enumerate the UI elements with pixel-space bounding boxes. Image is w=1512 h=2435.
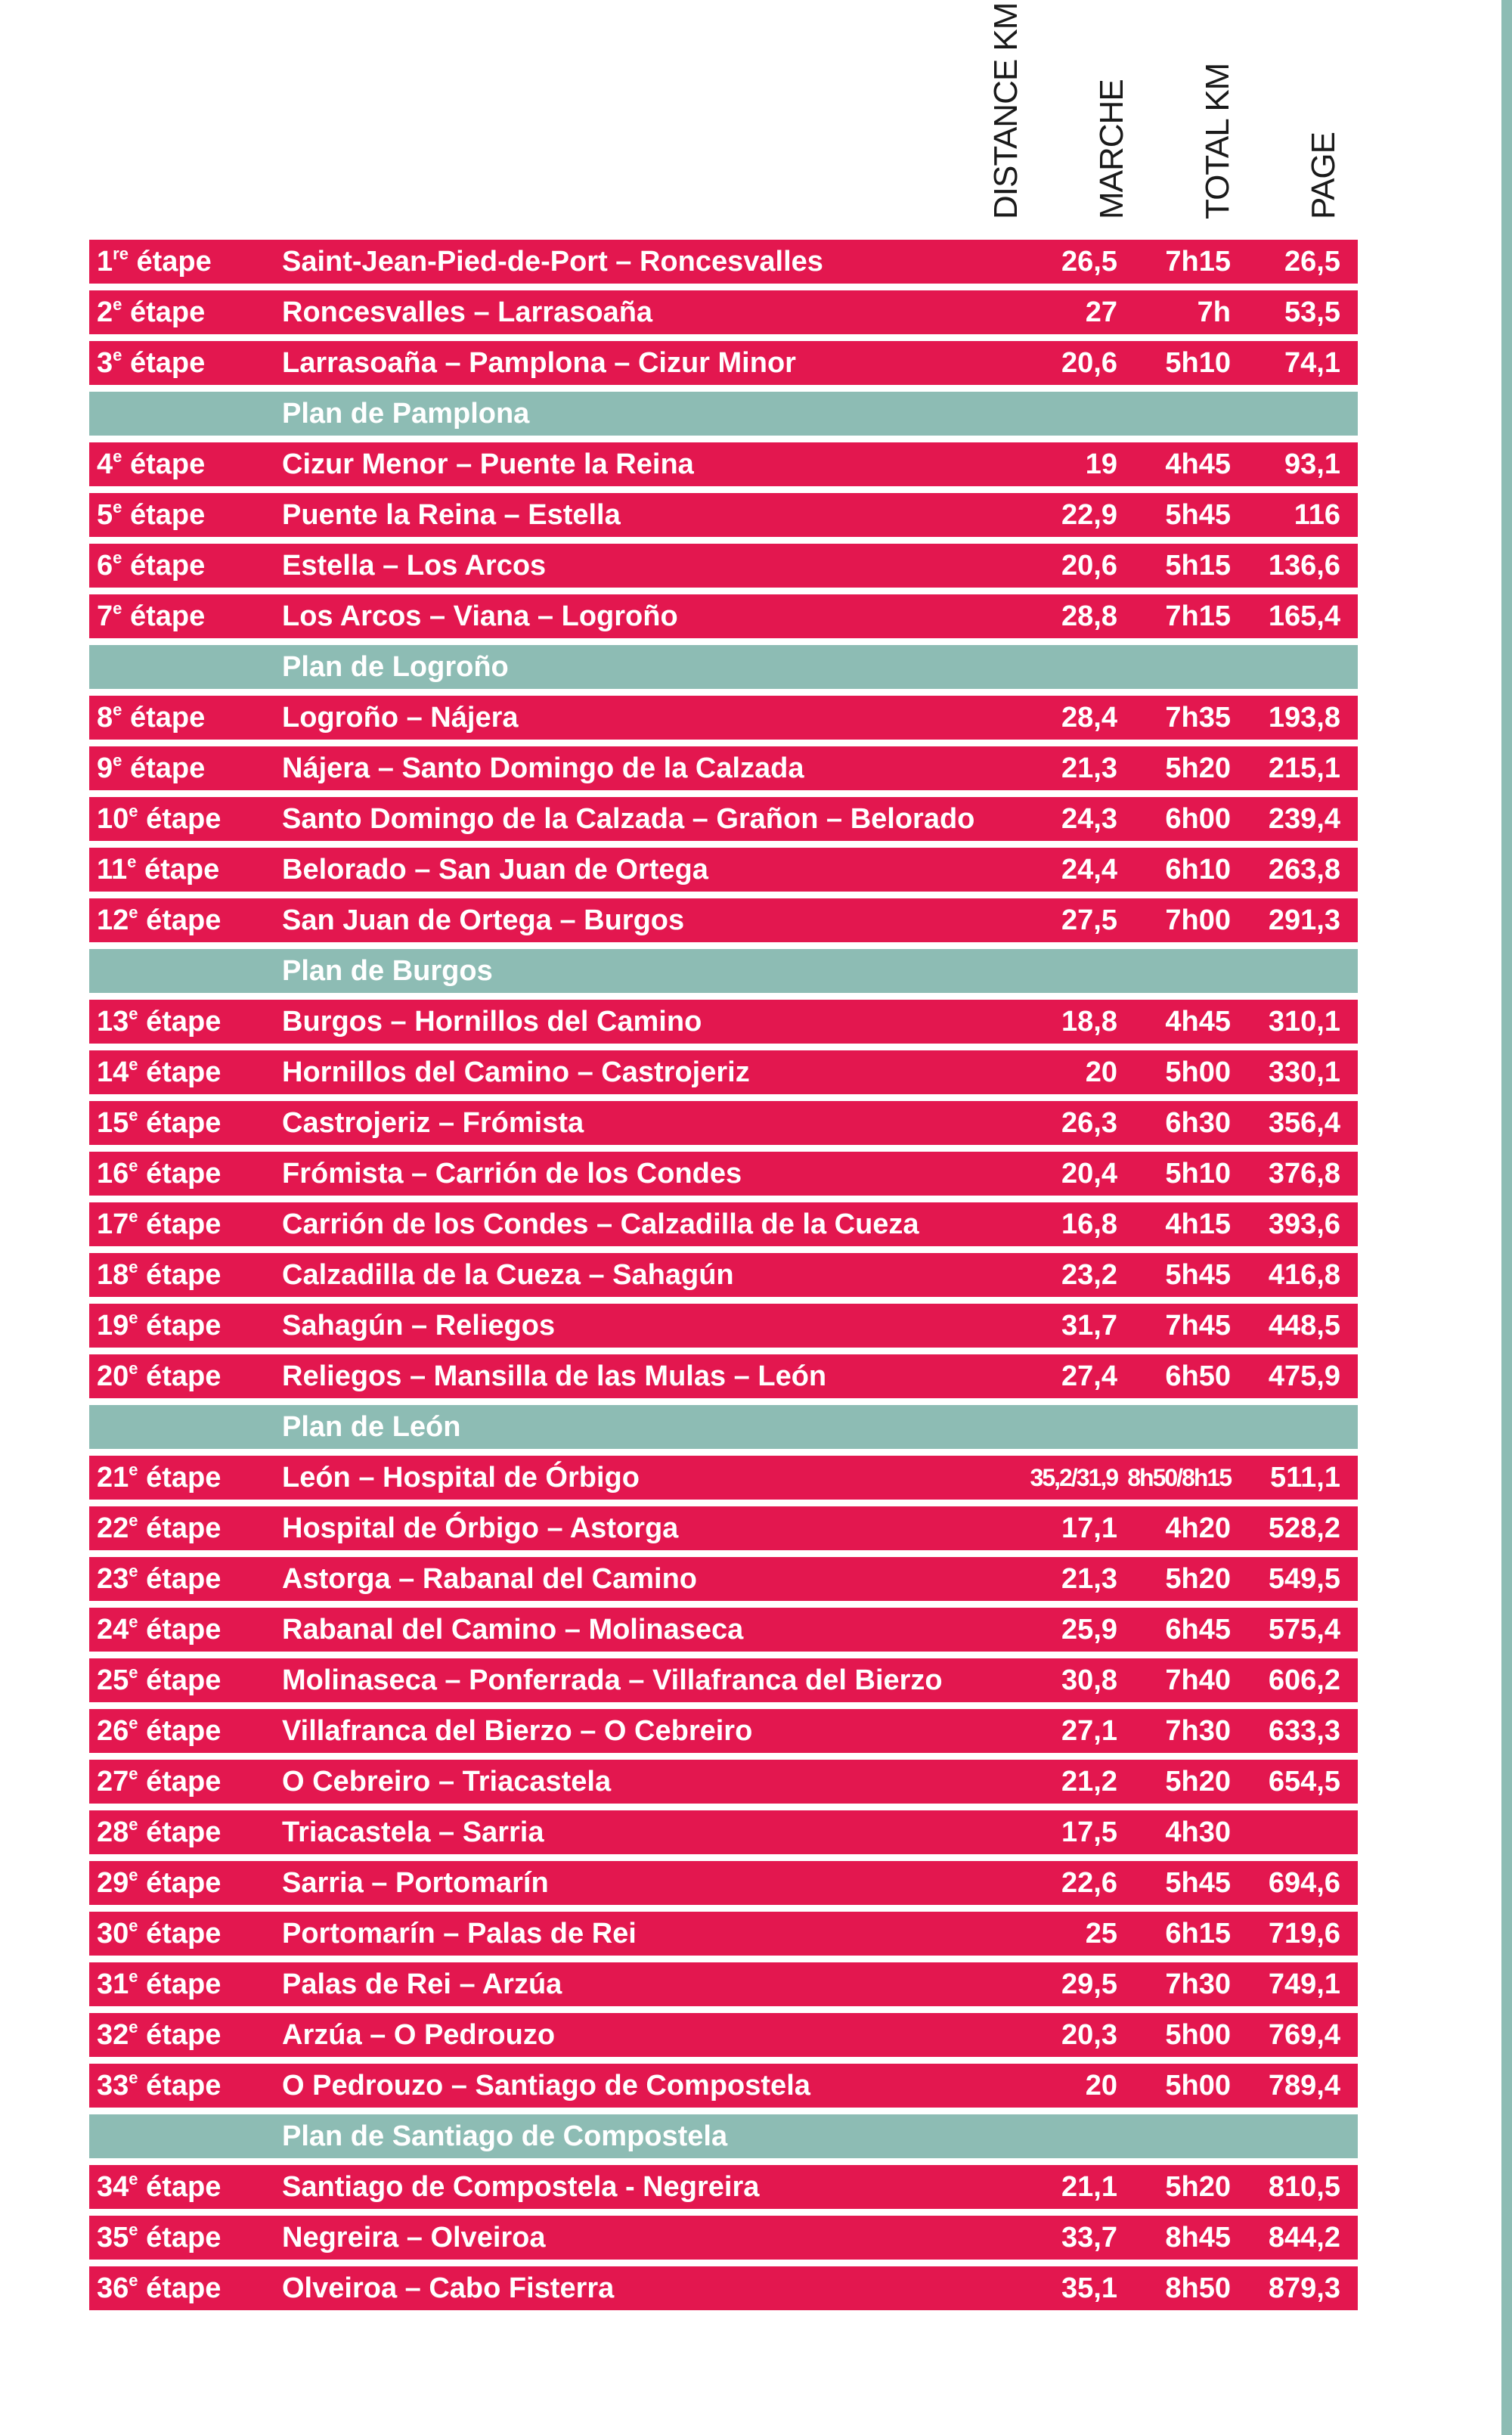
- stage-row: [89, 1557, 1426, 1601]
- plan-label: Plan de Pamplona: [282, 398, 530, 430]
- page-number: 90: [1393, 1208, 1426, 1240]
- total-km: 719,6: [1268, 1918, 1340, 1950]
- distance-km: 21,2: [1061, 1766, 1117, 1798]
- stage-number: 32e étape: [97, 2018, 222, 2051]
- route-name: O Cebreiro – Triacastela: [282, 1766, 612, 1798]
- distance-km: 23,2: [1061, 1259, 1117, 1291]
- route-name: Los Arcos – Viana – Logroño: [282, 600, 678, 632]
- walking-time: 6h50: [1165, 1360, 1231, 1392]
- distance-km: 20,4: [1061, 1158, 1117, 1190]
- plan-row: [89, 1405, 1426, 1449]
- route-name: Santiago de Compostela - Negreira: [282, 2171, 760, 2203]
- route-name: Logroño – Nájera: [282, 702, 519, 734]
- page-number: 59: [1393, 803, 1426, 835]
- page-number: 72: [1393, 955, 1426, 987]
- route-name: Larrasoaña – Pamplona – Cizur Minor: [282, 347, 796, 379]
- route-name: Sarria – Portomarín: [282, 1867, 549, 1899]
- distance-km: 28,4: [1061, 702, 1117, 734]
- stage-row: [89, 848, 1426, 892]
- total-km: 26,5: [1284, 246, 1340, 278]
- total-km: 74,1: [1284, 347, 1340, 379]
- stage-row: [89, 1709, 1426, 1753]
- page-number: 161: [1377, 1968, 1426, 2000]
- distance-km: 21,3: [1061, 752, 1117, 784]
- stage-row: [89, 1000, 1426, 1044]
- walking-time: 5h20: [1165, 1563, 1231, 1595]
- walking-time: 4h15: [1165, 1208, 1231, 1240]
- total-km: 844,2: [1268, 2222, 1340, 2254]
- page-number: 110: [1379, 1462, 1426, 1494]
- stage-number: 23e étape: [97, 1562, 222, 1595]
- plan-label: Plan de Santiago de Compostela: [282, 2120, 728, 2152]
- page-number: 145: [1377, 1816, 1426, 1848]
- route-name: Rabanal del Camino – Molinaseca: [282, 1614, 744, 1646]
- total-km: 239,4: [1268, 803, 1340, 835]
- page-number: 141: [1377, 1766, 1426, 1798]
- total-km: 511,1: [1270, 1462, 1340, 1494]
- route-name: Belorado – San Juan de Ortega: [282, 854, 708, 886]
- distance-km: 24,4: [1061, 854, 1117, 886]
- stage-row: [89, 746, 1426, 790]
- page-number: 183: [1377, 2222, 1426, 2254]
- distance-km: 17,5: [1061, 1816, 1117, 1848]
- stage-row: [89, 1760, 1426, 1804]
- page-number: 168: [1377, 2019, 1426, 2051]
- route-name: San Juan de Ortega – Burgos: [282, 904, 685, 936]
- page-number: 10: [1393, 246, 1426, 278]
- stages-table: [89, 240, 1426, 2317]
- stage-number: 12e étape: [97, 903, 222, 936]
- walking-time: 4h45: [1165, 1006, 1231, 1038]
- distance-km: 24,3: [1061, 803, 1117, 835]
- route-name: Triacastela – Sarria: [282, 1816, 544, 1848]
- stage-row: [89, 544, 1426, 588]
- plan-row: [89, 2114, 1426, 2158]
- walking-time: 7h15: [1165, 246, 1231, 278]
- stage-row: [89, 341, 1426, 385]
- stage-number: 20e étape: [97, 1359, 222, 1392]
- page-number: 63: [1393, 854, 1426, 886]
- stage-number: 19e étape: [97, 1308, 222, 1342]
- stage-number: 8e étape: [97, 700, 206, 734]
- total-km: 575,4: [1268, 1614, 1340, 1646]
- stage-row: [89, 1253, 1426, 1297]
- route-name: Sahagún – Reliegos: [282, 1310, 556, 1342]
- total-km: 789,4: [1268, 2070, 1340, 2102]
- stage-number: 29e étape: [97, 1866, 222, 1899]
- stage-number: 15e étape: [97, 1106, 222, 1139]
- stage-row: [89, 2064, 1426, 2108]
- walking-time: 5h20: [1165, 1766, 1231, 1798]
- page-number: 26: [1393, 398, 1426, 430]
- page-number: 41: [1393, 600, 1426, 632]
- walking-time: 6h00: [1165, 803, 1231, 835]
- page-number: 104: [1377, 1360, 1426, 1392]
- route-name: Molinaseca – Ponferrada – Villafranca del Bierzo: [282, 1664, 943, 1696]
- walking-time: 4h30: [1165, 1816, 1231, 1848]
- stage-row: [89, 240, 1426, 284]
- walking-time: 5h45: [1165, 1867, 1231, 1899]
- route-name: Castrojeriz – Frómista: [282, 1107, 584, 1139]
- page-number: 27: [1393, 448, 1426, 480]
- plan-row: [89, 949, 1426, 993]
- page-number: 116: [1379, 1512, 1426, 1544]
- walking-time: 5h10: [1165, 347, 1231, 379]
- stage-number: 11e étape: [97, 852, 220, 886]
- walking-time: 8h50/8h15: [1127, 1464, 1231, 1491]
- header-distance: DISTANCE KM: [987, 2, 1024, 219]
- page-number: 179: [1377, 2171, 1426, 2203]
- stage-number: 10e étape: [97, 802, 222, 835]
- walking-time: 5h20: [1165, 2171, 1231, 2203]
- column-headers: [0, 0, 1512, 227]
- distance-km: 20,6: [1061, 347, 1117, 379]
- distance-km: 35,1: [1061, 2272, 1117, 2304]
- total-km: 376,8: [1268, 1158, 1340, 1190]
- distance-km: 27: [1085, 296, 1117, 328]
- total-km: 291,3: [1268, 904, 1340, 936]
- total-km: 475,9: [1268, 1360, 1340, 1392]
- total-km: 263,8: [1268, 854, 1340, 886]
- distance-km: 33,7: [1061, 2222, 1117, 2254]
- stage-number: 17e étape: [97, 1207, 222, 1240]
- stage-row: [89, 2165, 1426, 2209]
- page-number: 150: [1377, 1867, 1426, 1899]
- route-name: Roncesvalles – Larrasoaña: [282, 296, 653, 328]
- distance-km: 20: [1085, 1056, 1117, 1088]
- page-number: 36: [1393, 550, 1426, 582]
- walking-time: 5h00: [1165, 1056, 1231, 1088]
- distance-km: 21,3: [1061, 1563, 1117, 1595]
- stage-row: [89, 797, 1426, 841]
- stage-number: 31e étape: [97, 1967, 222, 2000]
- stage-number: 7e étape: [97, 599, 206, 632]
- walking-time: 7h30: [1165, 1968, 1231, 2000]
- stage-number: 13e étape: [97, 1004, 222, 1038]
- walking-time: 7h15: [1165, 600, 1231, 632]
- distance-km: 28,8: [1061, 600, 1117, 632]
- page-number: 121: [1377, 1563, 1426, 1595]
- plan-row: [89, 645, 1426, 689]
- route-name: Santo Domingo de la Calzada – Grañon – Belorado: [282, 803, 975, 835]
- total-km: 116: [1294, 499, 1340, 531]
- stage-number: 28e étape: [97, 1815, 222, 1848]
- total-km: 654,5: [1268, 1766, 1340, 1798]
- route-name: Arzúa – O Pedrouzo: [282, 2019, 556, 2051]
- stage-row: [89, 2216, 1426, 2260]
- route-name: Hornillos del Camino – Castrojeriz: [282, 1056, 750, 1088]
- walking-time: 5h00: [1165, 2070, 1231, 2102]
- page-number: 31: [1393, 499, 1426, 531]
- stage-number: 35e étape: [97, 2220, 222, 2254]
- page-number: 78: [1393, 1056, 1426, 1088]
- stage-row: [89, 1861, 1426, 1905]
- stage-row: [89, 1456, 1426, 1500]
- total-km: 879,3: [1268, 2272, 1340, 2304]
- distance-km: 25,9: [1061, 1614, 1117, 1646]
- distance-km: 30,8: [1061, 1664, 1117, 1696]
- distance-km: 27,1: [1061, 1715, 1117, 1747]
- stage-number: 14e étape: [97, 1055, 222, 1088]
- stage-number: 18e étape: [97, 1258, 222, 1291]
- distance-km: 22,9: [1061, 499, 1117, 531]
- walking-time: 7h35: [1165, 702, 1231, 734]
- stage-number: 21e étape: [97, 1460, 222, 1494]
- walking-time: 5h45: [1165, 1259, 1231, 1291]
- stage-number: 1re étape: [97, 244, 212, 278]
- walking-time: 8h50: [1165, 2272, 1231, 2304]
- page-number: 54: [1393, 752, 1426, 784]
- stage-row: [89, 1506, 1426, 1550]
- stage-row: [89, 2266, 1426, 2310]
- route-name: O Pedrouzo – Santiago de Compostela: [282, 2070, 810, 2102]
- total-km: 810,5: [1268, 2171, 1340, 2203]
- walking-time: 5h10: [1165, 1158, 1231, 1190]
- walking-time: 6h15: [1165, 1918, 1231, 1950]
- page-number: 21: [1393, 347, 1426, 379]
- total-km: 549,5: [1268, 1563, 1340, 1595]
- stage-row: [89, 696, 1426, 740]
- route-name: Villafranca del Bierzo – O Cebreiro: [282, 1715, 753, 1747]
- route-name: León – Hospital de Órbigo: [282, 1462, 640, 1494]
- route-name: Astorga – Rabanal del Camino: [282, 1563, 698, 1595]
- page-number: 49: [1393, 702, 1426, 734]
- walking-time: 7h: [1197, 296, 1231, 328]
- total-km: 448,5: [1268, 1310, 1340, 1342]
- total-km: 330,1: [1268, 1056, 1340, 1088]
- walking-time: 4h20: [1165, 1512, 1231, 1544]
- walking-time: 8h45: [1165, 2222, 1231, 2254]
- page-number: 47: [1393, 651, 1426, 683]
- page-number: 15: [1393, 296, 1426, 328]
- walking-time: 6h10: [1165, 854, 1231, 886]
- distance-km: 16,8: [1061, 1208, 1117, 1240]
- total-km: 93,1: [1284, 448, 1340, 480]
- route-name: Calzadilla de la Cueza – Sahagún: [282, 1259, 734, 1291]
- distance-km: 20,3: [1061, 2019, 1117, 2051]
- walking-time: 4h45: [1165, 448, 1231, 480]
- page-number: 176: [1377, 2120, 1426, 2152]
- stage-number: 9e étape: [97, 751, 206, 784]
- plan-label: Plan de Burgos: [282, 955, 493, 987]
- header-total: TOTAL KM: [1199, 63, 1236, 219]
- total-km: 749,1: [1268, 1968, 1340, 2000]
- distance-km: 19: [1085, 448, 1117, 480]
- walking-time: 7h00: [1165, 904, 1231, 936]
- stage-row: [89, 1608, 1426, 1652]
- page-number: 130: [1377, 1664, 1426, 1696]
- stage-row: [89, 1101, 1426, 1145]
- stage-number: 25e étape: [97, 1663, 222, 1696]
- distance-km: 25: [1085, 1918, 1117, 1950]
- stage-row: [89, 493, 1426, 537]
- total-km: 165,4: [1268, 600, 1340, 632]
- stage-number: 16e étape: [97, 1156, 222, 1190]
- route-name: Hospital de Órbigo – Astorga: [282, 1512, 679, 1544]
- stage-row: [89, 1810, 1426, 1854]
- total-km: 356,4: [1268, 1107, 1340, 1139]
- stage-number: 36e étape: [97, 2271, 222, 2304]
- walking-time: 5h00: [1165, 2019, 1231, 2051]
- stage-number: 30e étape: [97, 1916, 222, 1950]
- distance-km: 29,5: [1061, 1968, 1117, 2000]
- stage-number: 34e étape: [97, 2170, 222, 2203]
- total-km: 694,6: [1268, 1867, 1340, 1899]
- total-km: 215,1: [1268, 752, 1340, 784]
- stage-number: 6e étape: [97, 548, 206, 582]
- distance-km: 21,1: [1061, 2171, 1117, 2203]
- edge-color-strip: [1501, 0, 1512, 2435]
- total-km: 136,6: [1268, 550, 1340, 582]
- page-number: 93: [1393, 1259, 1426, 1291]
- total-km: 606,2: [1268, 1664, 1340, 1696]
- stage-number: 24e étape: [97, 1612, 222, 1646]
- total-km: 193,8: [1268, 702, 1340, 734]
- stage-row: [89, 1912, 1426, 1956]
- plan-label: Plan de Logroño: [282, 651, 509, 683]
- stage-number: 27e étape: [97, 1764, 222, 1798]
- route-name: Estella – Los Arcos: [282, 550, 547, 582]
- distance-km: 31,7: [1061, 1310, 1117, 1342]
- stage-number: 22e étape: [97, 1511, 222, 1544]
- walking-time: 5h45: [1165, 499, 1231, 531]
- stage-number: 2e étape: [97, 295, 206, 328]
- stage-row: [89, 898, 1426, 942]
- page-number: 74: [1393, 1006, 1426, 1038]
- route-name: Frómista – Carrión de los Condes: [282, 1158, 742, 1190]
- stage-number: 33e étape: [97, 2068, 222, 2102]
- stage-row: [89, 2013, 1426, 2057]
- walking-time: 5h20: [1165, 752, 1231, 784]
- total-km: 769,4: [1268, 2019, 1340, 2051]
- distance-km: 27,4: [1061, 1360, 1117, 1392]
- distance-km: 27,5: [1061, 904, 1117, 936]
- distance-km: 35,2/31,9: [1030, 1464, 1117, 1491]
- route-name: Reliegos – Mansilla de las Mulas – León: [282, 1360, 827, 1392]
- page-number: 67: [1393, 904, 1426, 936]
- route-name: Portomarín – Palas de Rei: [282, 1918, 637, 1950]
- walking-time: 6h30: [1165, 1107, 1231, 1139]
- stage-row: [89, 1304, 1426, 1348]
- header-page: PAGE: [1305, 132, 1342, 219]
- route-name: Puente la Reina – Estella: [282, 499, 621, 531]
- stage-row: [89, 1050, 1426, 1094]
- distance-km: 20,6: [1061, 550, 1117, 582]
- walking-time: 7h40: [1165, 1664, 1231, 1696]
- total-km: 53,5: [1284, 296, 1340, 328]
- total-km: 528,2: [1268, 1512, 1340, 1544]
- page-number: 173: [1377, 2070, 1426, 2102]
- route-name: Cizur Menor – Puente la Reina: [282, 448, 694, 480]
- distance-km: 22,6: [1061, 1867, 1117, 1899]
- stage-row: [89, 290, 1426, 334]
- stage-number: 3e étape: [97, 346, 206, 379]
- page-number: 187: [1377, 2272, 1426, 2304]
- total-km: 633,3: [1268, 1715, 1340, 1747]
- page-number: 86: [1393, 1158, 1426, 1190]
- stage-number: 4e étape: [97, 447, 206, 480]
- stage-row: [89, 1962, 1426, 2006]
- header-marche: MARCHE: [1093, 79, 1130, 219]
- route-name: Olveiroa – Cabo Fisterra: [282, 2272, 615, 2304]
- route-name: Palas de Rei – Arzúa: [282, 1968, 562, 2000]
- total-km: 416,8: [1268, 1259, 1340, 1291]
- page-number: 98: [1393, 1310, 1426, 1342]
- stage-number: 26e étape: [97, 1714, 222, 1747]
- distance-km: 26,3: [1061, 1107, 1117, 1139]
- route-name: Burgos – Hornillos del Camino: [282, 1006, 702, 1038]
- route-name: Nájera – Santo Domingo de la Calzada: [282, 752, 804, 784]
- stage-row: [89, 1152, 1426, 1196]
- stage-number: 5e étape: [97, 498, 206, 531]
- distance-km: 18,8: [1061, 1006, 1117, 1038]
- page-number: 82: [1393, 1107, 1426, 1139]
- plan-row: [89, 392, 1426, 436]
- stage-row: [89, 594, 1426, 638]
- route-name: Negreira – Olveiroa: [282, 2222, 546, 2254]
- distance-km: 17,1: [1061, 1512, 1117, 1544]
- page-number: 136: [1377, 1715, 1426, 1747]
- stage-row: [89, 442, 1426, 486]
- stage-row: [89, 1658, 1426, 1702]
- plan-label: Plan de León: [282, 1411, 461, 1443]
- total-km: 393,6: [1268, 1208, 1340, 1240]
- route-name: Saint-Jean-Pied-de-Port – Roncesvalles: [282, 246, 823, 278]
- walking-time: 5h15: [1165, 550, 1231, 582]
- distance-km: 26,5: [1061, 246, 1117, 278]
- page-number: 156: [1377, 1918, 1426, 1950]
- walking-time: 7h30: [1165, 1715, 1231, 1747]
- page-number: 108: [1377, 1411, 1426, 1443]
- distance-km: 20: [1085, 2070, 1117, 2102]
- stage-row: [89, 1202, 1426, 1246]
- walking-time: 6h45: [1165, 1614, 1231, 1646]
- walking-time: 7h45: [1165, 1310, 1231, 1342]
- route-name: Carrión de los Condes – Calzadilla de la Cueza: [282, 1208, 919, 1240]
- total-km: 310,1: [1268, 1006, 1340, 1038]
- stage-row: [89, 1354, 1426, 1398]
- page-number: 126: [1377, 1614, 1426, 1646]
